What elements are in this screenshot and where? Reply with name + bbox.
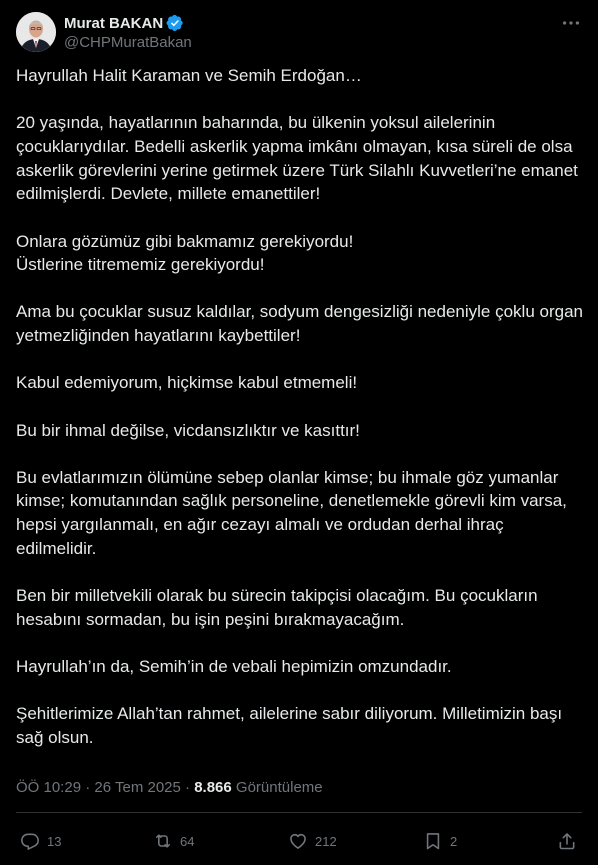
share-icon — [557, 831, 577, 851]
tweet-paragraph: Bu evlatlarımızın ölümüne sebep olanlar kimse; bu ihmale göz yumanlar kimse; komutanından sağlık personeline, denetlemekle görevli kim varsa, hepsi yargılanmalı, en ağır cezayı almalı ve ordudan derhal ihraç edilmelidir. — [16, 467, 567, 558]
reply-button[interactable] — [20, 828, 61, 854]
reply-count: 13 — [47, 833, 62, 849]
name-row — [64, 13, 192, 33]
verified-badge-icon[interactable] — [166, 14, 184, 32]
tweet-header — [16, 12, 582, 56]
views-count: 8.866 — [194, 779, 232, 796]
like-button[interactable] — [288, 828, 337, 854]
share-button[interactable] — [557, 828, 577, 854]
tweet-date[interactable]: 26 Tem 2025 — [94, 779, 181, 796]
tweet-paragraph: Şehitlerimize Allah’tan rahmet, ailelerine sabır diliyorum. Milletimizin başı sağ olsun. — [16, 704, 563, 747]
meta-separator: · — [185, 779, 191, 796]
views-label: Görüntüleme — [235, 779, 323, 796]
divider — [16, 812, 582, 813]
heart-icon — [288, 831, 308, 851]
display-name[interactable]: Murat BAKAN — [64, 14, 164, 32]
tweet-time[interactable]: ÖÖ 10:29 — [16, 779, 82, 796]
bookmark-button[interactable] — [423, 828, 457, 854]
reply-icon — [20, 831, 40, 851]
tweet-paragraph: Ama bu çocuklar susuz kaldılar, sodyum dengesizliği nedeniyle çoklu organ yetmezliğinden hayatlarını kaybettiler! — [16, 302, 583, 346]
tweet-paragraph: Hayrullah’ın da, Semih’in de vebali hepimizin omzundadır. — [16, 656, 452, 676]
repost-button[interactable] — [153, 828, 194, 854]
meta-separator: · — [85, 779, 91, 796]
avatar-image — [16, 12, 56, 52]
tweet-paragraph: Ben bir milletvekili olarak bu sürecin takipçisi olacağım. Bu çocukların hesabını sormadan, bu işin peşini bırakmayacağım. — [16, 586, 538, 629]
tweet-paragraph: Onlara gözümüz gibi bakmamız gerekiyordu! Üstlerine titrememiz gerekiyordu! — [16, 231, 354, 275]
tweet-paragraph: Kabul edemiyorum, hiçkimse kabul etmemeli! — [16, 373, 358, 393]
more-options-icon[interactable] — [560, 12, 582, 34]
bookmark-icon — [423, 831, 443, 851]
tweet-paragraph: 20 yaşında, hayatlarının baharında, bu ülkenin yoksul ailelerinin çocuklarıydılar. Bedelli askerlik yapma imkânı olmayan, kısa süreli de olsa askerlik görevlerini yerine getirmek üzere Türk Silahlı Kuvvetleri’ne emanet edilmişlerdi. Devlete, millete emanettiler! — [16, 113, 578, 204]
like-count: 212 — [315, 833, 337, 849]
tweet-paragraph: Hayrullah Halit Karaman ve Semih Erdoğan… — [16, 66, 362, 85]
tweet-meta — [16, 779, 323, 796]
tweet-text — [16, 64, 584, 773]
repost-count: 64 — [180, 833, 195, 849]
avatar[interactable] — [16, 12, 56, 52]
bookmark-count: 2 — [450, 833, 458, 849]
author-names — [64, 13, 192, 51]
author-handle[interactable]: @CHPMuratBakan — [64, 34, 192, 51]
repost-icon — [153, 831, 173, 851]
action-bar — [16, 828, 582, 854]
tweet-paragraph: Bu bir ihmal değilse, vicdansızlıktır ve kasıttır! — [16, 420, 360, 440]
